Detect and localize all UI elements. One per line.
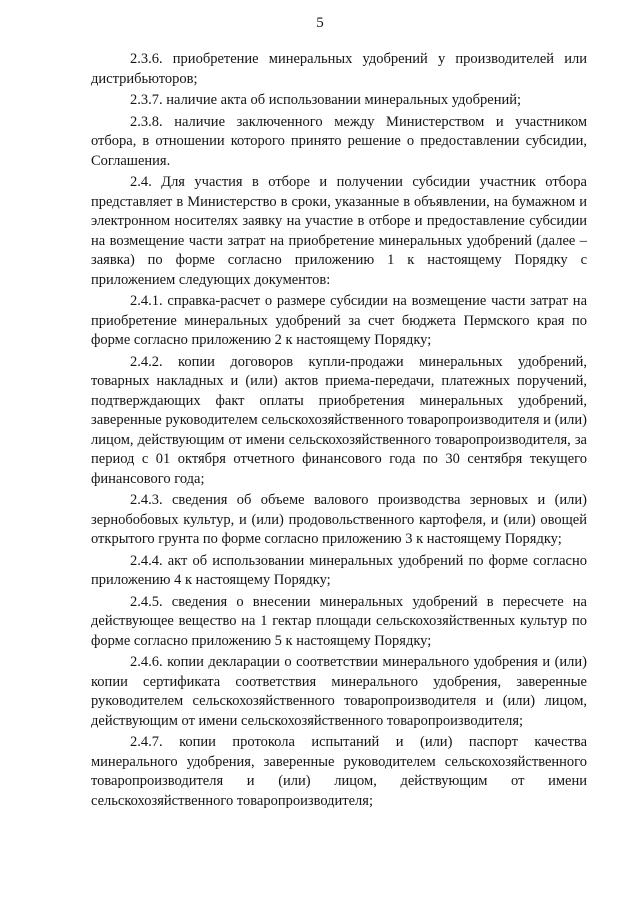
paragraph-2-3-7: 2.3.7. наличие акта об использовании минеральных удобрений;	[130, 92, 522, 108]
paragraph-2-4-4: 2.4.4. акт об использовании минеральных удобрений по форме согласно приложению 4 к настоящему Порядку;	[91, 552, 587, 588]
paragraph-2-4-1: 2.4.1. справка-расчет о размере субсидии на возмещение части затрат на приобретение минеральных удобрений за счет бюджета Пермского края по форме согласно приложению 2 к настоящему Порядку;	[91, 293, 587, 348]
paragraph-2-4-6: 2.4.6. копии декларации о соответствии минерального удобрения и (или) копии сертификата соответствия минерального удобрения, заверенные руководителем сельскохозяйственного товаропроизводителя и (или) лицом, действующим от имени сельскохозяйственного товаропроизводителя;	[91, 654, 587, 729]
paragraph-2-3-8: 2.3.8. наличие заключенного между Министерством и участником отбора, в отношении которого принято решение о предоставлении субсидии, Соглашения.	[91, 113, 587, 169]
paragraph-2-4-5: 2.4.5. сведения о внесении минеральных удобрений в пересчете на действующее вещество на 1 гектар площади сельскохозяйственных культур по форме согласно приложению 5 к настоящему Порядку;	[91, 593, 587, 649]
paragraph-2-4-3: 2.4.3. сведения об объеме валового производства зерновых и (или) зернобобовых культур, и (или) продовольственного картофеля, и (или) овощей открытого грунта по форме согласно приложению 3 к настоящему Порядку;	[91, 492, 587, 547]
paragraph-2-4-7: 2.4.7. копии протокола испытаний и (или) паспорт качества минерального удобрения, заверенные руководителем сельскохозяйственного товаропроизводителя и (или) лицом, действующим от имени сельскохозяйственного товаропроизводителя;	[91, 734, 587, 809]
page-number: 5	[316, 15, 324, 31]
paragraph-2-3-6: 2.3.6. приобретение минеральных удобрений у производителей или дистрибьюторов;	[91, 51, 587, 87]
paragraph-2-4: 2.4. Для участия в отборе и получении субсидии участник отбора представляет в Министерство в сроки, указанные в объявлении, на бумажном и электронном носителях заявку на участие в отборе и предоставление субсидии на возмещение части затрат на приобретение минеральных удобрений (далее – заявка) по форме согласно приложению 1 к настоящему Порядку с приложением следующих документов:	[91, 174, 587, 288]
document-body	[91, 50, 587, 813]
paragraph-2-4-2: 2.4.2. копии договоров купли-продажи минеральных удобрений, товарных накладных и (или) актов приема-передачи, платежных поручений, подтверждающих факт оплаты приобретения минеральных удобрений, заверенные руководителем сельскохозяйственного товаропроизводителя и (или) лицом, действующим от имени сельскохозяйственного товаропроизводителя, за период с 01 октября отчетного финансового года по 30 сентября текущего финансового года;	[91, 353, 587, 487]
